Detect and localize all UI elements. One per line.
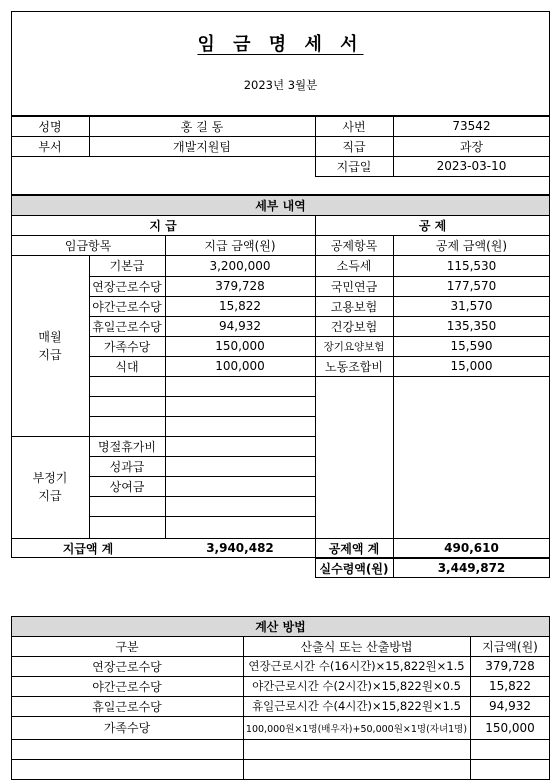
rank-value: 과장 bbox=[459, 139, 484, 154]
pay-item-cell bbox=[89, 496, 165, 516]
calc-section-title: 계산 방법 bbox=[255, 619, 306, 634]
deduct-amount-cell bbox=[393, 456, 550, 476]
pay-amount-cell bbox=[165, 396, 315, 416]
pay-item-cell: 성과급 bbox=[109, 459, 145, 474]
pay-item-cell bbox=[89, 516, 165, 538]
monthly-label-line-2: 지급 bbox=[38, 347, 62, 362]
calc-type-cell: 연장근로수당 bbox=[92, 659, 162, 674]
deduct-item-cell bbox=[315, 456, 393, 476]
calc-formula-cell: 연장근로시간 수(16시간)×15,822원×1.5 bbox=[248, 659, 465, 673]
pay-amount-cell: 94,932 bbox=[219, 319, 261, 333]
monthly-pay-group-label bbox=[11, 255, 89, 436]
deduct-item-cell bbox=[315, 376, 393, 396]
deduct-item-cell bbox=[315, 516, 393, 538]
calc-amount-cell bbox=[470, 759, 550, 780]
calc-formula-cell bbox=[243, 739, 470, 759]
pay-item-cell: 휴일근로수당 bbox=[92, 319, 162, 334]
irregular-label-line-2: 지급 bbox=[38, 489, 62, 503]
pay-item-cell: 가족수당 bbox=[103, 339, 151, 354]
pay-item-cell bbox=[89, 416, 165, 436]
pay-amount-cell: 3,200,000 bbox=[209, 258, 271, 273]
pay-item-cell bbox=[89, 396, 165, 416]
deduct-amount-cell bbox=[393, 516, 550, 538]
pay-section-header: 지 급 bbox=[149, 218, 177, 233]
paydate-value: 2023-03-10 bbox=[436, 159, 507, 173]
deduct-total-label: 공제액 계 bbox=[328, 541, 380, 556]
deduct-item-cell bbox=[315, 436, 393, 456]
calc-amount-column-header: 지급액(원) bbox=[482, 639, 538, 654]
deduct-amount-cell: 115,530 bbox=[446, 258, 497, 273]
deduct-amount-column-header: 공제 금액(원) bbox=[435, 238, 508, 253]
pay-item-cell: 기본급 bbox=[109, 259, 145, 273]
pay-amount-cell: 15,822 bbox=[219, 299, 261, 313]
deduct-amount-cell: 15,590 bbox=[450, 339, 493, 353]
deduct-item-cell: 노동조합비 bbox=[325, 359, 383, 374]
deduct-amount-cell: 31,570 bbox=[450, 299, 493, 313]
pay-amount-cell bbox=[165, 376, 315, 396]
deduct-item-cell: 장기요양보험 bbox=[323, 340, 385, 353]
calc-formula-cell: 야간근로시간 수(2시간)×15,822원×0.5 bbox=[252, 679, 461, 693]
calc-amount-cell: 15,822 bbox=[489, 679, 531, 693]
calc-formula-cell: 100,000원×1명(배우자)+50,000원×1명(자녀1명) bbox=[245, 723, 468, 735]
pay-amount-cell bbox=[165, 516, 315, 538]
calc-type-cell: 야간근로수당 bbox=[92, 679, 162, 694]
payslip-header-box bbox=[11, 11, 550, 116]
pay-amount-cell bbox=[165, 496, 315, 516]
calc-amount-cell bbox=[470, 739, 550, 759]
pay-item-column-header: 임금항목 bbox=[64, 238, 112, 253]
calc-amount-cell: 150,000 bbox=[485, 720, 535, 735]
calc-amount-cell: 379,728 bbox=[485, 659, 535, 673]
deduct-item-cell bbox=[315, 496, 393, 516]
calc-type-column-header: 구분 bbox=[115, 639, 139, 654]
irregular-label-line-1: 부정기 bbox=[32, 471, 68, 485]
deduct-item-cell: 고용보험 bbox=[330, 299, 378, 314]
pay-item-cell: 연장근로수당 bbox=[92, 279, 162, 294]
irregular-pay-group-label bbox=[11, 436, 89, 538]
calc-type-cell: 휴일근로수당 bbox=[92, 699, 162, 714]
calc-formula-cell bbox=[243, 759, 470, 780]
calc-formula-cell: 휴일근로시간 수(4시간)×15,822원×1.5 bbox=[252, 699, 461, 713]
calc-formula-column-header: 산출식 또는 산출방법 bbox=[300, 639, 413, 654]
empno-value: 73542 bbox=[452, 119, 491, 133]
deduct-amount-cell bbox=[393, 496, 550, 516]
empno-label: 사번 bbox=[342, 119, 366, 134]
dept-label: 부서 bbox=[38, 139, 62, 154]
deduct-amount-cell: 15,000 bbox=[450, 359, 493, 373]
pay-amount-column-header: 지급 금액(원) bbox=[204, 238, 276, 253]
rank-label: 직급 bbox=[342, 139, 366, 154]
pay-amount-cell bbox=[165, 476, 315, 496]
deduct-amount-cell: 177,570 bbox=[446, 279, 497, 293]
calc-amount-cell: 94,932 bbox=[489, 699, 531, 713]
deduct-item-cell: 국민연금 bbox=[330, 279, 378, 294]
name-value: 홍 길 동 bbox=[180, 119, 224, 134]
deduct-item-cell bbox=[315, 396, 393, 416]
page-title: 임 금 명 세 서 bbox=[197, 34, 364, 55]
pay-total-value: 3,940,482 bbox=[206, 541, 274, 555]
net-pay-value: 3,449,872 bbox=[437, 561, 506, 575]
dept-value: 개발지원팀 bbox=[173, 139, 231, 154]
deduct-item-cell bbox=[315, 476, 393, 496]
pay-item-cell: 식대 bbox=[115, 359, 139, 374]
pay-amount-cell bbox=[165, 436, 315, 456]
deduct-amount-cell bbox=[393, 416, 550, 436]
pay-amount-cell: 379,728 bbox=[215, 279, 265, 293]
deduct-amount-cell bbox=[393, 436, 550, 456]
deduct-section-header: 공 제 bbox=[418, 218, 447, 233]
pay-item-cell: 명절휴가비 bbox=[98, 439, 156, 454]
pay-item-cell: 야간근로수당 bbox=[92, 299, 162, 314]
calc-type-cell: 가족수당 bbox=[103, 721, 151, 735]
deduct-amount-cell bbox=[393, 396, 550, 416]
calc-type-cell bbox=[11, 759, 243, 780]
details-section-title: 세부 내역 bbox=[255, 198, 306, 213]
pay-amount-cell: 150,000 bbox=[215, 339, 265, 353]
deduct-amount-cell: 135,350 bbox=[446, 319, 497, 333]
pay-amount-cell bbox=[165, 456, 315, 476]
pay-item-cell: 상여금 bbox=[109, 479, 145, 494]
paydate-label: 지급일 bbox=[336, 159, 372, 174]
pay-item-cell bbox=[89, 376, 165, 396]
pay-period: 2023년 3월분 bbox=[243, 78, 318, 92]
deduct-item-column-header: 공제항목 bbox=[330, 238, 378, 253]
deduct-item-cell: 소득세 bbox=[336, 259, 372, 273]
net-pay-label: 실수령액(원) bbox=[319, 561, 389, 576]
deduct-item-cell: 건강보험 bbox=[330, 319, 378, 334]
name-label: 성명 bbox=[38, 119, 62, 134]
monthly-label-line-1: 매월 bbox=[38, 329, 62, 344]
deduct-total-value: 490,610 bbox=[444, 541, 499, 555]
deduct-amount-cell bbox=[393, 376, 550, 396]
calc-type-cell bbox=[11, 739, 243, 759]
pay-amount-cell bbox=[165, 416, 315, 436]
deduct-item-cell bbox=[315, 416, 393, 436]
pay-amount-cell: 100,000 bbox=[215, 359, 265, 373]
pay-total-label: 지급액 계 bbox=[62, 541, 114, 556]
deduct-amount-cell bbox=[393, 476, 550, 496]
